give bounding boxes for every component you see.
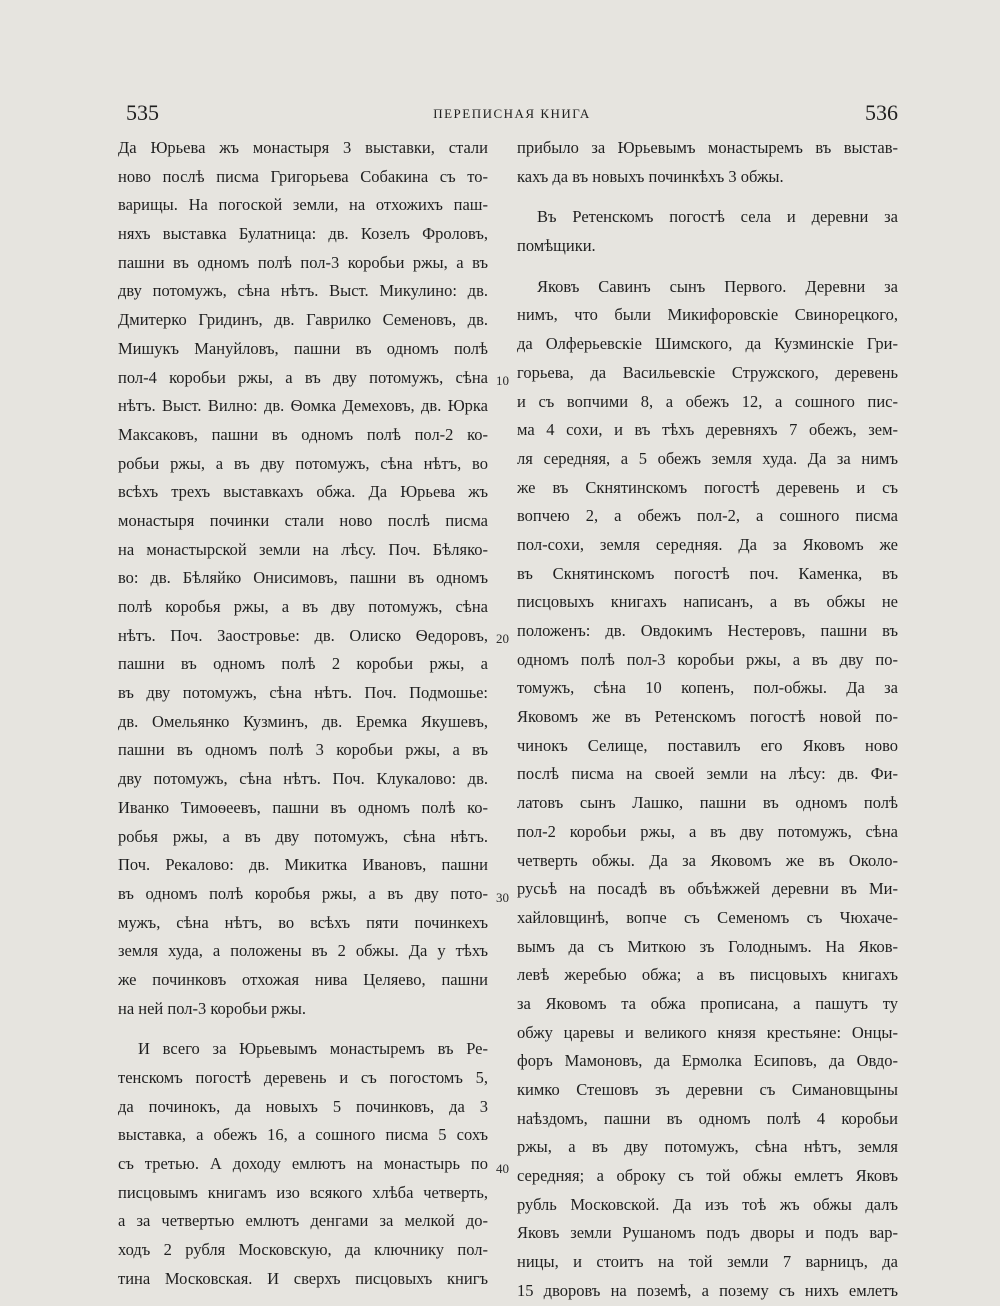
text-line: прибыло за Юрьевымъ монастыремъ въ выстав- (517, 138, 898, 157)
text-line: послѣ писма на своей земли на лѣсу: дв. Фи- (517, 764, 898, 784)
text-line: форъ Мамоновъ, да Ермолка Есиповъ, да Овдо- (517, 1051, 898, 1071)
text-line: въ одномъ полѣ коробья ржы, а въ дву пото- (118, 883, 488, 903)
text-line: мужъ, сѣна нѣтъ, во всѣхъ пяти починкехъ (118, 912, 488, 932)
text-line: пашни въ одномъ полѣ 2 коробьи ржы, а (118, 654, 488, 674)
running-header (126, 100, 898, 130)
text-line: полѣ коробья ржы, а въ дву потомужъ, сѣна (118, 597, 488, 616)
text-line: одномъ полѣ пол-3 коробьи ржы, а въ дву по- (517, 649, 898, 669)
text-line: пашни въ одномъ полѣ пол-3 коробьи ржы, а въ (118, 252, 488, 272)
text-line: ходъ 2 рубля Московскую, да ключнику пол- (118, 1240, 488, 1260)
text-line: обжу царевы и великого князя крестьяне: Онцы- (517, 1022, 898, 1042)
text-line: тенскомъ погостѣ деревень и съ погостомъ 5, (118, 1068, 488, 1087)
text-line: Яковомъ же въ Ретенскомъ погостѣ новой по- (517, 707, 898, 727)
text-line: вопчею 2, а обежъ пол-2, а сошного писма (517, 506, 898, 526)
text-line: же починковъ отхожая нива Целяево, пашни (118, 969, 488, 989)
text-line: Иванко Тимоѳеевъ, пашни въ одномъ полѣ ко- (118, 797, 488, 817)
text-line: помѣщики. (517, 236, 596, 256)
text-line: И всего за Юрьевымъ монастыремъ въ Ре- (138, 1039, 488, 1059)
text-line: кахъ да въ новыхъ починкѣхъ 3 обжы. (517, 166, 784, 186)
text-line: пол-2 коробьи ржы, а въ дву потомужъ, сѣна (517, 821, 898, 841)
text-line: положенъ: дв. Овдокимъ Нестеровъ, пашни въ (517, 621, 898, 640)
text-line: пашни въ одномъ полѣ 3 коробьи ржы, а въ (118, 740, 488, 760)
text-line: во: дв. Бѣляйко Онисимовъ, пашни въ одномъ (118, 568, 488, 588)
text-line: горьева, да Васильевскіе Стружского, деревень (517, 362, 898, 382)
text-line: а за четвертью емлютъ денгами за мелкой до- (118, 1211, 488, 1231)
text-line: хайловщинѣ, вопче съ Семеномъ съ Чюхаче- (517, 907, 898, 927)
text-line: тина Московская. И сверхъ писцовыхъ книгъ (118, 1268, 488, 1288)
text-line: на ней пол-3 коробьи ржы. (118, 998, 307, 1018)
text-line: на монастырской земли на лѣсу. Поч. Бѣляко- (118, 539, 488, 559)
text-line: и съ вопчими 8, а обежъ 12, а сошного пис- (517, 391, 898, 411)
text-line: земля худа, а положены въ 2 обжы. Да у тѣхъ (118, 941, 488, 961)
line-number-40: 40 (496, 1161, 509, 1176)
line-number-20: 20 (496, 631, 509, 646)
text-line: 15 дворовъ на поземѣ, а позему съ нихъ емлетъ (517, 1280, 898, 1300)
text-line: ля середняя, а 5 обежъ земля худа. Да за нимъ (517, 448, 898, 468)
text-line: писцовыхъ книгахъ написанъ, а въ обжы не (517, 592, 898, 612)
text-line: Въ Ретенскомъ погостѣ села и деревни за (537, 207, 898, 227)
text-line: дву потомужъ, сѣна нѣтъ. Поч. Клукалово: дв. (118, 769, 488, 789)
text-line: дву потомужъ, сѣна нѣтъ. Выст. Микулино: дв. (118, 281, 488, 301)
text-line: выставка, а обежъ 16, а сошного писма 5 сохъ (118, 1125, 488, 1145)
right-column (517, 134, 898, 1300)
text-line: латовъ сынъ Лашко, пашни въ одномъ полѣ (517, 793, 898, 813)
text-line: русьѣ на посадѣ въ объѣжжей деревни въ Ми- (517, 879, 898, 899)
page-number-left: 535 (126, 100, 159, 125)
text-line: ницы, и стоитъ на той земли 7 варницъ, да (517, 1252, 898, 1272)
running-title: ПЕРЕПИСНАЯ КНИГА (433, 106, 591, 121)
text-line: четверть обжы. Да за Яковомъ же въ Околo- (517, 850, 898, 870)
text-line: ново послѣ писма Григорьева Собакина съ то- (118, 166, 488, 186)
left-column (118, 134, 488, 1288)
text-line: ма 4 сохи, и въ тѣхъ деревняхъ 7 обежъ, зем- (517, 420, 898, 440)
text-line: пол-4 коробьи ржы, а въ дву потомужъ, сѣна (118, 367, 488, 387)
text-line: Максаковъ, пашни въ одномъ полѣ пол-2 ко- (118, 424, 488, 444)
text-line: кимко Стешовъ зъ деревни съ Симановщыны (517, 1080, 898, 1099)
text-line: ржы, а въ дву потомужъ, сѣна нѣтъ, земля (517, 1137, 898, 1157)
text-line: робья ржы, а въ дву потомужъ, сѣна нѣтъ. (118, 826, 488, 846)
text-line: да Олферьевскіе Шимского, да Кузминскіе Гри- (517, 334, 898, 354)
text-line: же въ Скнятинскомъ погостѣ деревень и съ (517, 477, 898, 497)
text-line: за Яковомъ та обжа прописана, а пашутъ ту (517, 993, 898, 1013)
text-line: чинокъ Селище, поставилъ его Яковъ ново (517, 735, 898, 755)
text-line: Да Юрьева жъ монастыря 3 выставки, стали (118, 138, 488, 157)
text-line: робьи ржы, а въ дву потомужъ, сѣна нѣтъ, во (118, 453, 488, 473)
text-line: вымъ да съ Миткою зъ Голоднымъ. На Яков- (517, 936, 898, 956)
text-line: Мишукъ Мануйловъ, пашни въ одномъ полѣ (118, 338, 488, 358)
text-line: Поч. Рекалово: дв. Микитка Ивановъ, пашни (118, 855, 488, 875)
text-line: нѣтъ. Поч. Заостровье: дв. Олиско Ѳедоровъ, (118, 625, 488, 645)
text-line: всѣхъ трехъ выставкахъ обжа. Да Юрьева жъ (118, 482, 488, 502)
text-line: монастыря починки стали ново послѣ писма (118, 510, 488, 530)
line-number-30: 30 (496, 890, 509, 905)
text-line: Дмитерко Гридинъ, дв. Гаврилко Семеновъ, дв. (118, 310, 488, 330)
text-line: няхъ выставка Булатница: дв. Козелъ Фроловъ, (118, 224, 488, 244)
text-line: Яковъ земли Рушаномъ подъ дворы и подъ вар- (517, 1223, 898, 1243)
text-line: томужъ, сѣна 10 копенъ, пол-обжы. Да за (517, 678, 898, 698)
text-line: писцовымъ книгамъ изо всякого хлѣба четверть, (118, 1182, 488, 1202)
text-line: левѣ жеребью обжа; а въ писцовыхъ книгахъ (517, 965, 898, 985)
text-line: дв. Омельянко Кузминъ, дв. Еремка Якушевъ, (118, 711, 488, 731)
text-line: съ третью. А доходу емлютъ на монастырь по (118, 1154, 488, 1174)
text-line: варищы. На погоской земли, на отхожихъ паш- (118, 195, 488, 215)
text-line: Яковъ Савинъ сынъ Первого. Деревни за (537, 276, 898, 296)
text-line: въ Скнятинскомъ погостѣ поч. Каменка, въ (517, 563, 898, 583)
text-line: нѣтъ. Выст. Вилно: дв. Ѳомка Демеховъ, дв. Юрка (118, 396, 488, 416)
page-number-right: 536 (865, 100, 898, 125)
line-number-10: 10 (496, 373, 509, 388)
text-line: наѣздомъ, пашни въ одномъ полѣ 4 коробьи (517, 1108, 898, 1128)
text-line: рубль Московской. Да изъ тоѣ жъ обжы далъ (517, 1194, 898, 1214)
text-line: пол-сохи, земля середняя. Да за Яковомъ же (517, 534, 898, 554)
text-line: середняя; а оброку съ той обжы емлетъ Яковъ (517, 1166, 898, 1186)
text-line: въ дву потомужъ, сѣна нѣтъ. Поч. Подмошье: (118, 683, 488, 703)
text-line: нимъ, что были Микифоровскіе Свинорецкого, (517, 305, 898, 325)
text-line: да починокъ, да новыхъ 5 починковъ, да 3 (118, 1096, 488, 1116)
